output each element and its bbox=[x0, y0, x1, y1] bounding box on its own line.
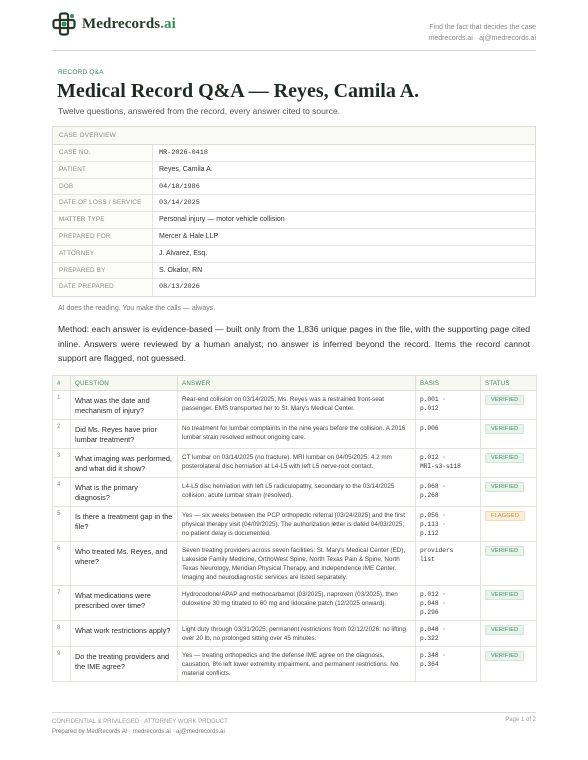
status-badge: VERIFIED bbox=[485, 395, 524, 405]
citation-link[interactable]: p.012 · bbox=[420, 591, 446, 598]
overview-row bbox=[53, 212, 535, 229]
status-cell bbox=[481, 478, 537, 507]
header-divider bbox=[52, 50, 536, 51]
header-contact[interactable]: medrecords.ai · aj@medrecords.ai bbox=[428, 35, 536, 42]
table-row bbox=[53, 621, 537, 647]
tagline: Find the fact that decides the case bbox=[429, 24, 536, 31]
citation-link[interactable]: p.068 · bbox=[420, 483, 446, 490]
answer-cell: Yes — six weeks between the PCP orthopedic referral (03/24/2025) and the first physical therapy visit (04/09/2025). The authorization letter is dated 04/03/2025; no patient delay is documented. bbox=[178, 507, 416, 542]
row-number: 2 bbox=[53, 420, 71, 449]
basis-cell bbox=[416, 586, 481, 621]
attorney: J. Alvarez, Esq. bbox=[159, 249, 208, 257]
table-row bbox=[53, 647, 537, 682]
overview-row bbox=[53, 179, 535, 196]
ai-note: AI does the reading. You make the calls — always. bbox=[58, 305, 216, 312]
table-row bbox=[53, 507, 537, 542]
overview-label: CASE NO. bbox=[53, 145, 153, 161]
basis-cell bbox=[416, 621, 481, 647]
header-meta bbox=[429, 22, 536, 44]
answer-cell: CT lumbar on 03/14/2025 (no fracture). MRI lumbar on 04/05/2025: 4.2 mm posterolateral disc herniation at L4-L5 with left L5 nerve-root contact. bbox=[178, 449, 416, 478]
question-cell: Is there a treatment gap in the file? bbox=[71, 507, 178, 542]
date-of-loss: 03/14/2025 bbox=[159, 199, 200, 208]
overview-label: MATTER TYPE bbox=[53, 212, 153, 228]
qa-header-row bbox=[53, 376, 537, 391]
prepared-by: S. Okafor, RN bbox=[159, 266, 203, 274]
confidentiality-notice: CONFIDENTIAL & PRIVILEGED · ATTORNEY WORK PRODUCT bbox=[52, 719, 228, 725]
row-number: 7 bbox=[53, 586, 71, 621]
status-badge: VERIFIED bbox=[485, 453, 524, 463]
citation-link[interactable]: p.006 bbox=[420, 425, 439, 432]
overview-row bbox=[53, 162, 535, 179]
citation-link[interactable]: MRI-s3-s118 bbox=[420, 463, 461, 470]
table-row bbox=[53, 391, 537, 420]
matter-type: Personal injury — motor vehicle collision bbox=[159, 216, 285, 224]
question-cell: What work restrictions apply? bbox=[71, 621, 178, 647]
question-cell: What imaging was performed, and what did it show? bbox=[71, 449, 178, 478]
status-cell bbox=[481, 391, 537, 420]
case-number: MR-2026-0418 bbox=[159, 149, 208, 157]
prepared-for: Mercer & Hale LLP bbox=[159, 232, 219, 240]
page-subtitle: Twelve questions, answered from the record, every answer cited to source. bbox=[58, 106, 341, 116]
status-badge: FLAGGED bbox=[485, 511, 525, 521]
status-cell bbox=[481, 647, 537, 682]
status-badge: VERIFIED bbox=[485, 625, 524, 635]
basis-cell bbox=[416, 478, 481, 507]
status-badge: VERIFIED bbox=[485, 482, 524, 492]
answer-cell: Rear-end collision on 03/14/2025; Ms. Reyes was a restrained front-seat passenger. EMS transported her to St. Mary's Medical Center. bbox=[178, 391, 416, 420]
overview-row bbox=[53, 279, 535, 296]
overview-label: PATIENT bbox=[53, 162, 153, 178]
overview-label: PREPARED FOR bbox=[53, 229, 153, 245]
basis-cell bbox=[416, 449, 481, 478]
overview-label: DATE OF LOSS / SERVICE bbox=[53, 195, 153, 211]
table-row bbox=[53, 449, 537, 478]
prepared-by-footer: Prepared by MedRecords AI · medrecords.ai · aj@medrecords.ai bbox=[52, 729, 225, 735]
citation-link[interactable]: p.296 bbox=[420, 609, 439, 616]
citation-link[interactable]: p.112 bbox=[420, 530, 439, 537]
basis-cell bbox=[416, 507, 481, 542]
overview-row bbox=[53, 229, 535, 246]
citation-link[interactable]: p.048 · bbox=[420, 626, 446, 633]
citation-link[interactable]: p.048 · bbox=[420, 600, 446, 607]
answer-cell: Light duty through 03/31/2025; permanent restrictions from 02/12/2026: no lifting over 20 lb, no prolonged sitting over 45 minutes. bbox=[178, 621, 416, 647]
method-paragraph: Method: each answer is evidence-based — built only from the 1,836 unique pages in the file, with the supporting page cited inline. Answers were reviewed by a human analyst; no answer is inferred beyond the record. Items the record cannot support are flagged, not guessed. bbox=[58, 324, 530, 363]
question-cell: Do the treating providers and the IME agree? bbox=[71, 647, 178, 682]
citation-link[interactable]: p.001 · bbox=[420, 396, 446, 403]
overview-row bbox=[53, 263, 535, 280]
row-number: 4 bbox=[53, 478, 71, 507]
citation-link[interactable]: p.056 · bbox=[420, 512, 446, 519]
basis-cell bbox=[416, 647, 481, 682]
case-overview-heading: CASE OVERVIEW bbox=[53, 127, 535, 145]
overview-row bbox=[53, 145, 535, 162]
row-number: 8 bbox=[53, 621, 71, 647]
status-badge: VERIFIED bbox=[485, 651, 524, 661]
status-cell bbox=[481, 542, 537, 586]
citation-link[interactable]: providers bbox=[420, 547, 454, 554]
question-cell: Did Ms. Reyes have prior lumbar treatment? bbox=[71, 420, 178, 449]
citation-link[interactable]: list bbox=[420, 556, 435, 563]
citation-link[interactable]: p.348 · bbox=[420, 652, 446, 659]
footer-divider bbox=[52, 712, 536, 713]
column-header-question: QUESTION bbox=[71, 376, 178, 391]
status-cell bbox=[481, 420, 537, 449]
question-cell: What is the primary diagnosis? bbox=[71, 478, 178, 507]
status-badge: VERIFIED bbox=[485, 424, 524, 434]
overview-label: ATTORNEY bbox=[53, 246, 153, 262]
overview-label: DATE PREPARED bbox=[53, 279, 153, 296]
question-cell: Who treated Ms. Reyes, and where? bbox=[71, 542, 178, 586]
header bbox=[52, 12, 536, 42]
citation-link[interactable]: p.268 bbox=[420, 492, 439, 499]
date-prepared: 08/13/2026 bbox=[159, 283, 200, 292]
question-cell: What was the date and mechanism of injury? bbox=[71, 391, 178, 420]
citation-link[interactable]: p.012 · bbox=[420, 454, 446, 461]
answer-cell: Yes — treating orthopedics and the defense IME agree on the diagnosis, causation, 8% left lower extremity impairment, and permanent restrictions. No material conflicts. bbox=[178, 647, 416, 682]
citation-link[interactable]: p.364 bbox=[420, 661, 439, 668]
brand-accent: .ai bbox=[160, 15, 176, 32]
status-cell bbox=[481, 449, 537, 478]
medical-cross-logo-icon bbox=[52, 12, 76, 36]
patient-name: Reyes, Camila A. bbox=[159, 165, 213, 173]
answer-cell: No treatment for lumbar complaints in the nine years before the collision. A 2016 lumbar strain resolved without ongoing care. bbox=[178, 420, 416, 449]
citation-link[interactable]: p.113 · bbox=[420, 521, 446, 528]
status-cell bbox=[481, 586, 537, 621]
overview-label: DOB bbox=[53, 179, 153, 195]
page-title: Medical Record Q&A — Reyes, Camila A. bbox=[57, 80, 420, 102]
brand-name bbox=[82, 16, 176, 33]
question-cell: What medications were prescribed over time? bbox=[71, 586, 178, 621]
qa-table bbox=[52, 375, 537, 682]
date-of-birth: 04/18/1986 bbox=[159, 182, 200, 191]
overview-row bbox=[53, 246, 535, 263]
basis-cell bbox=[416, 391, 481, 420]
row-number: 1 bbox=[53, 391, 71, 420]
table-row bbox=[53, 478, 537, 507]
answer-cell: Seven treating providers across seven facilities: St. Mary's Medical Center (ED), Lakeside Family Medicine, OrthoWest Spine, North Texas Pain & Spine, North Texas Neurology, Meridian Physical Therapy, and Independence IME Center. Imaging and neurodiagnostic services are listed separately. bbox=[178, 542, 416, 586]
basis-cell bbox=[416, 542, 481, 586]
column-header-number: # bbox=[53, 376, 71, 391]
citation-link[interactable]: p.012 bbox=[420, 405, 439, 412]
status-badge: VERIFIED bbox=[485, 590, 524, 600]
column-header-answer: ANSWER bbox=[178, 376, 416, 391]
table-row bbox=[53, 586, 537, 621]
row-number: 3 bbox=[53, 449, 71, 478]
case-overview bbox=[52, 126, 536, 297]
page-number: Page 1 of 2 bbox=[505, 717, 536, 723]
table-row bbox=[53, 542, 537, 586]
status-cell bbox=[481, 507, 537, 542]
table-row bbox=[53, 420, 537, 449]
basis-cell bbox=[416, 420, 481, 449]
status-badge: VERIFIED bbox=[485, 546, 524, 556]
overview-label: PREPARED BY bbox=[53, 263, 153, 279]
row-number: 9 bbox=[53, 647, 71, 682]
column-header-basis: BASIS bbox=[416, 376, 481, 391]
document-eyebrow: RECORD Q&A bbox=[58, 69, 104, 76]
brand-main: Medrecords bbox=[82, 15, 161, 32]
footer-info bbox=[52, 717, 228, 737]
citation-link[interactable]: p.322 bbox=[420, 635, 439, 642]
column-header-status: STATUS bbox=[481, 376, 537, 391]
status-cell bbox=[481, 621, 537, 647]
logo[interactable] bbox=[52, 12, 176, 36]
answer-cell: Hydrocodone/APAP and methocarbamol (03/2025), naproxen (03/2025), then duloxetine 30 mg titrated to 60 mg and lidocaine patch (12/2025 onward). bbox=[178, 586, 416, 621]
overview-row bbox=[53, 195, 535, 212]
answer-cell: L4-L5 disc herniation with left L5 radiculopathy, secondary to the 03/14/2025 collision; acute lumbar strain (resolved). bbox=[178, 478, 416, 507]
row-number: 6 bbox=[53, 542, 71, 586]
row-number: 5 bbox=[53, 507, 71, 542]
